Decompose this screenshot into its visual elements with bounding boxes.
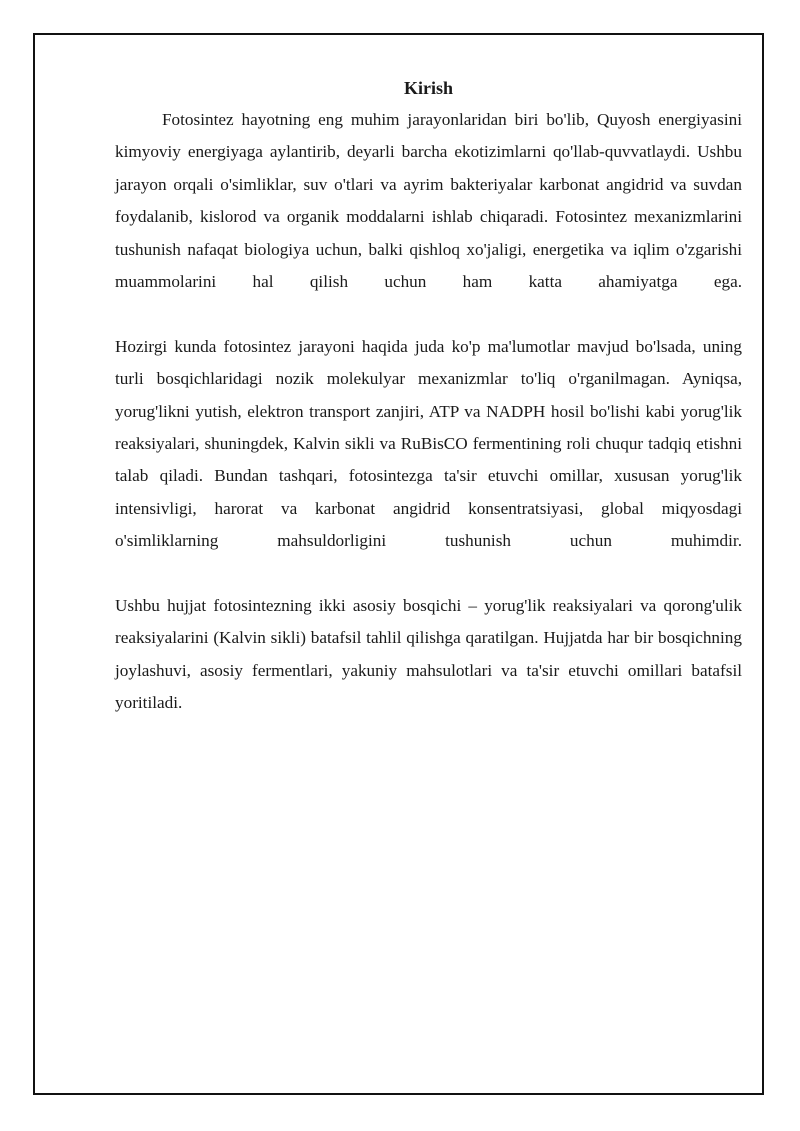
paragraph-spacer	[115, 298, 742, 330]
document-title: Kirish	[403, 78, 453, 98]
paragraph-intro: Fotosintez hayotning eng muhim jarayonlaridan biri bo'lib, Quyosh energiyasini kimyoviy energiyaga aylantirib, deyarli barcha ekotizimlarni qo'llab-quvvatlaydi. Ushbu jarayon orqali o'simliklar, suv o'tlari va ayrim bakteriyalar karbonat angidrid va suvdan foydalanib, kislorod va organik moddalarni ishlab chiqaradi. Fotosintez mexanizmlarini tushunish nafaqat biologiya uchun, balki qishloq xo'jaligi, energetika va iqlim o'zgarishi muammolarini hal qilish uchun ham katta ahamiyatga ega.	[115, 110, 742, 292]
paragraph-current-knowledge: Hozirgi kunda fotosintez jarayoni haqida juda ko'p ma'lumotlar mavjud bo'lsada, uning turli bosqichlaridagi nozik molekulyar mexanizmlar to'liq o'rganilmagan. Ayniqsa, yorug'likni yutish, elektron transport zanjiri, ATP va NADPH hosil bo'lishi kabi yorug'lik reaksiyalari, shuningdek, Kalvin sikli va RuBisCO fermentining roli chuqur tadqiq etishni talab qiladi. Bundan tashqari, fotosintezga ta'sir etuvchi omillar, xususan yorug'lik intensivligi, harorat va karbonat angidrid konsentratsiyasi, global miqyosdagi o'simliklarning mahsuldorligini tushunish uchun muhimdir.	[115, 336, 742, 551]
document-body	[115, 72, 742, 720]
paragraph-spacer	[115, 558, 742, 590]
paragraph-document-scope: Ushbu hujjat fotosintezning ikki asosiy bosqichi – yorug'lik reaksiyalari va qorong'ulik reaksiyalarini (Kalvin sikli) batafsil tahlil qilishga qaratilgan. Hujjatda har bir bosqichning joylashuvi, asosiy fermentlari, yakuniy mahsulotlari va ta'sir etuvchi omillari batafsil yoritiladi.	[115, 596, 742, 713]
